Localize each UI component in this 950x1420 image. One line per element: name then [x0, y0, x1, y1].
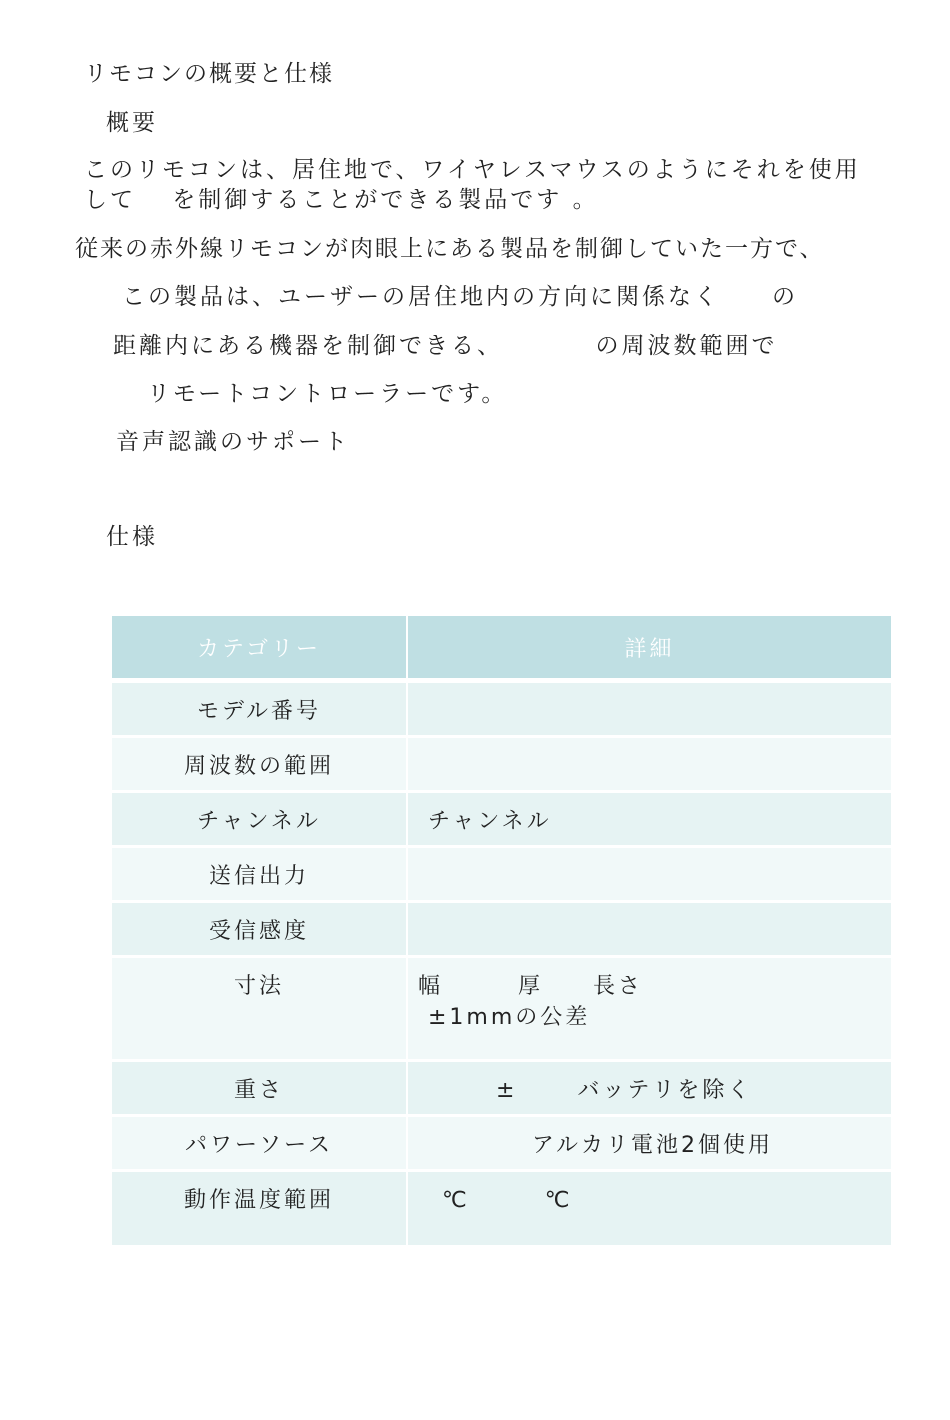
- spec-table-header-row: [112, 616, 891, 681]
- table-row: [112, 1116, 891, 1171]
- table-row: [112, 847, 891, 902]
- spec-detail-cell: [407, 902, 891, 957]
- spec-detail-cell: アルカリ電池2個使用: [407, 1116, 891, 1171]
- table-row: [112, 681, 891, 737]
- column-header-detail: 詳細: [407, 616, 891, 681]
- spec-detail-cell: チャンネル: [407, 792, 891, 847]
- overview-paragraph-5: リモートコントローラーです。: [147, 381, 508, 407]
- spec-table: [112, 616, 891, 1248]
- spec-category-cell: 周波数の範囲: [112, 737, 407, 792]
- spec-category-cell: 送信出力: [112, 847, 407, 902]
- spec-detail-cell: [407, 681, 891, 737]
- spec-category-cell: 動作温度範囲: [112, 1171, 407, 1247]
- spec-category-cell: 受信感度: [112, 902, 407, 957]
- overview-paragraph-2: 従来の赤外線リモコンが肉眼上にある製品を制御していた一方で、: [75, 236, 825, 262]
- spec-category-cell: チャンネル: [112, 792, 407, 847]
- spec-detail-cell: [407, 847, 891, 902]
- spec-heading: 仕様: [106, 524, 158, 550]
- table-row: [112, 792, 891, 847]
- overview-paragraph-4: 距離内にある機器を制御できる、 の周波数範囲で: [113, 333, 778, 359]
- document-title: リモコンの概要と仕様: [84, 61, 334, 87]
- spec-detail-cell: 幅 厚 長さ ±1mmの公差: [407, 957, 891, 1061]
- spec-detail-cell: ± バッテリを除く: [407, 1061, 891, 1116]
- table-row: [112, 902, 891, 957]
- table-row: [112, 1061, 891, 1116]
- overview-paragraph-1: このリモコンは、居住地で、ワイヤレスマウスのようにそれを使用 して を制御することができる製品です 。: [84, 157, 861, 213]
- spec-category-cell: パワーソース: [112, 1116, 407, 1171]
- spec-detail-cell: ℃ ℃: [407, 1171, 891, 1247]
- overview-heading: 概要: [106, 110, 158, 136]
- overview-paragraph-3: この製品は、ユーザーの居住地内の方向に関係なく の: [122, 284, 798, 310]
- column-header-category: カテゴリー: [112, 616, 407, 681]
- spec-category-cell: 寸法: [112, 957, 407, 1061]
- table-row: [112, 1171, 891, 1247]
- overview-paragraph-6: 音声認識のサポート: [116, 429, 350, 455]
- spec-category-cell: 重さ: [112, 1061, 407, 1116]
- spec-category-cell: モデル番号: [112, 681, 407, 737]
- spec-detail-cell: [407, 737, 891, 792]
- table-row: [112, 737, 891, 792]
- table-row: [112, 957, 891, 1061]
